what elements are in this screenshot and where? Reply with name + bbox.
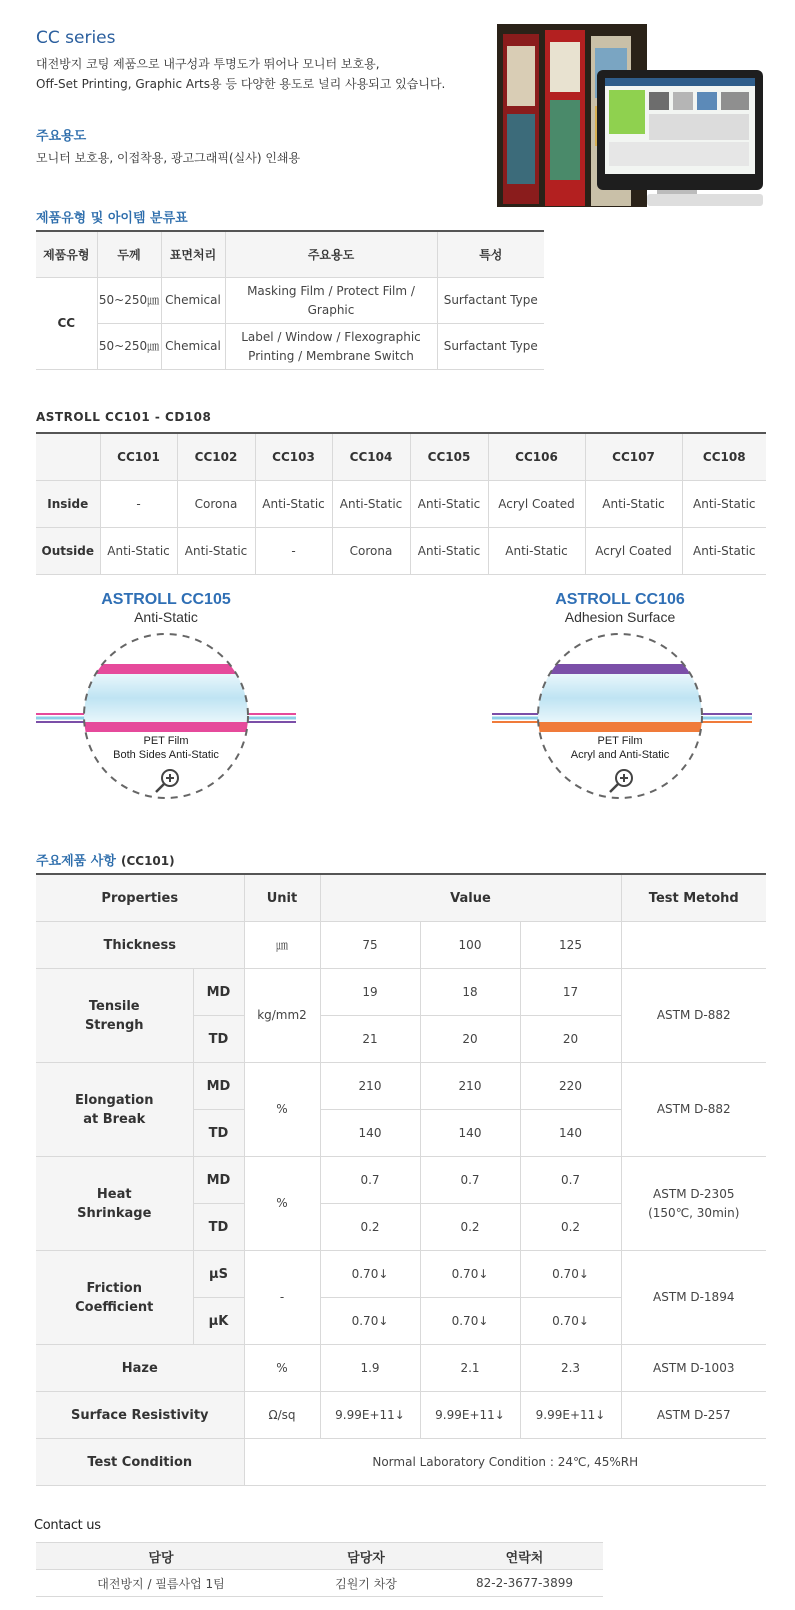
column-header: 담당자 [286, 1543, 446, 1570]
table-cell: Anti-Static [255, 481, 332, 528]
bottom-coating-layer [538, 722, 702, 732]
value-cell: 20 [420, 1016, 520, 1063]
property-label: Surface Resistivity [36, 1392, 244, 1439]
value-cell: 125 [520, 922, 621, 969]
property-label [36, 1063, 193, 1157]
value-cell: 19 [320, 969, 420, 1016]
value-cell: 9.99E+11↓ [520, 1392, 621, 1439]
sub-label: MD [193, 1157, 244, 1204]
value-cell: 210 [420, 1063, 520, 1110]
value-cell: 0.70↓ [520, 1298, 621, 1345]
method-cell: ASTM D-882 [621, 1063, 766, 1157]
property-label [36, 1157, 193, 1251]
contact-department: 대전방지 / 필름사업 1팀 [36, 1570, 286, 1597]
value-cell: 0.7 [320, 1157, 420, 1204]
value-cell: 100 [420, 922, 520, 969]
method-line: ASTM D-2305 [653, 1186, 735, 1201]
value-cell: 1.9 [320, 1345, 420, 1392]
property-label-line: Friction [86, 1280, 142, 1296]
contact-phone: 82-2-3677-3899 [446, 1570, 603, 1597]
table-cell: Anti-Static [488, 528, 585, 575]
classification-table [36, 230, 544, 370]
use-cell [225, 324, 437, 370]
column-header: 연락처 [446, 1543, 603, 1570]
table-header-row [36, 433, 766, 481]
diagram-label: Acryl and Anti-Static [570, 749, 670, 761]
sub-label: TD [193, 1016, 244, 1063]
column-header: CC102 [177, 433, 255, 481]
table-row [36, 969, 766, 1016]
diagram-cc106 [492, 591, 752, 798]
value-cell: 0.7 [420, 1157, 520, 1204]
table-cell: Anti-Static [410, 481, 488, 528]
top-coating-layer [538, 664, 702, 674]
table-row [36, 1063, 766, 1110]
method-cell: ASTM D-882 [621, 969, 766, 1063]
table-cell: Acryl Coated [488, 481, 585, 528]
column-header: Value [320, 874, 621, 922]
value-cell: 0.70↓ [420, 1251, 520, 1298]
diagram-label: PET Film [597, 735, 643, 747]
unit-cell: % [244, 1063, 320, 1157]
value-cell: 140 [320, 1110, 420, 1157]
sub-label: MD [193, 969, 244, 1016]
value-cell: 0.70↓ [420, 1298, 520, 1345]
specs-heading: 주요제품 사항 [36, 854, 116, 869]
description-line: Off-Set Printing, Graphic Arts용 등 다양한 용도로 널리 사용되고 있습니다. [36, 77, 446, 91]
astroll-heading: ASTROLL CC101 - CD108 [36, 410, 212, 424]
row-header: Outside [36, 528, 100, 575]
column-header: 제품유형 [36, 231, 97, 278]
specs-heading-suffix: (CC101) [120, 854, 175, 868]
sub-label: μS [193, 1251, 244, 1298]
value-cell: 2.3 [520, 1345, 621, 1392]
value-cell: 140 [520, 1110, 621, 1157]
table-row [36, 528, 766, 575]
zoom-icon[interactable] [156, 770, 178, 792]
property-label: Test Condition [36, 1439, 244, 1486]
sub-label: TD [193, 1110, 244, 1157]
table-row [36, 1251, 766, 1298]
value-cell: 21 [320, 1016, 420, 1063]
contact-table [36, 1542, 603, 1597]
feature-cell: Surfactant Type [437, 324, 544, 370]
sub-label: μK [193, 1298, 244, 1345]
sub-label: MD [193, 1063, 244, 1110]
value-cell: 0.70↓ [520, 1251, 621, 1298]
property-label-line: Tensile [88, 998, 140, 1014]
unit-cell: % [244, 1157, 320, 1251]
column-header: CC108 [682, 433, 766, 481]
table-row [36, 922, 766, 969]
thickness-cell: 50~250㎛ [97, 324, 161, 370]
property-label [36, 1251, 193, 1345]
value-cell: 0.2 [420, 1204, 520, 1251]
top-coating-layer [84, 664, 248, 674]
use-line: Graphic [307, 302, 355, 317]
table-cell: Corona [332, 528, 410, 575]
diagram-subtitle: Anti-Static [134, 609, 198, 625]
table-cell: Anti-Static [332, 481, 410, 528]
table-row [36, 1439, 766, 1486]
table-cell: Anti-Static [177, 528, 255, 575]
row-header: Inside [36, 481, 100, 528]
unit-cell: kg/mm2 [244, 969, 320, 1063]
value-cell: 0.7 [520, 1157, 621, 1204]
property-label-line: Heat [96, 1186, 132, 1202]
column-header: Test Metohd [621, 874, 766, 922]
table-row [36, 324, 544, 370]
value-cell: 9.99E+11↓ [320, 1392, 420, 1439]
thickness-cell: 50~250㎛ [97, 278, 161, 324]
condition-cell: Normal Laboratory Condition : 24℃, 45%RH [244, 1439, 766, 1486]
column-header: 담당 [36, 1543, 286, 1570]
table-row [36, 1157, 766, 1204]
value-cell: 140 [420, 1110, 520, 1157]
contact-heading: Contact us [34, 1518, 101, 1533]
unit-cell: % [244, 1345, 320, 1392]
sub-label: TD [193, 1204, 244, 1251]
column-header: 특성 [437, 231, 544, 278]
table-cell: Anti-Static [682, 481, 766, 528]
use-line: Masking Film / Protect Film / [247, 283, 415, 298]
property-label-line: at Break [83, 1111, 146, 1127]
table-header-row [36, 1543, 603, 1570]
column-header: 두께 [97, 231, 161, 278]
surface-cell: Chemical [161, 324, 225, 370]
zoom-icon[interactable] [610, 770, 632, 792]
film-diagrams [0, 588, 795, 810]
usage-heading: 주요용도 [36, 129, 87, 144]
surface-cell: Chemical [161, 278, 225, 324]
column-header: CC104 [332, 433, 410, 481]
column-header: Unit [244, 874, 320, 922]
table-cell: - [255, 528, 332, 575]
column-header: CC105 [410, 433, 488, 481]
use-line: Printing / Membrane Switch [248, 348, 414, 363]
table-cell: Anti-Static [410, 528, 488, 575]
property-label: Thickness [36, 922, 244, 969]
value-cell: 9.99E+11↓ [420, 1392, 520, 1439]
table-row [36, 481, 766, 528]
value-cell: 0.2 [320, 1204, 420, 1251]
usage-text: 모니터 보호용, 이접착용, 광고그래픽(실사) 인쇄용 [36, 151, 301, 165]
contact-person: 김원기 차장 [286, 1570, 446, 1597]
use-line: Label / Window / Flexographic [241, 329, 421, 344]
column-header [36, 433, 100, 481]
table-cell: Acryl Coated [585, 528, 682, 575]
bottom-coating-layer [84, 722, 248, 732]
column-header: CC107 [585, 433, 682, 481]
table-row [36, 1392, 766, 1439]
table-row [36, 278, 544, 324]
product-photo [497, 24, 763, 207]
page-description [36, 54, 445, 94]
unit-cell: - [244, 1251, 320, 1345]
table-cell: - [100, 481, 177, 528]
method-cell: ASTM D-1003 [621, 1345, 766, 1392]
unit-cell: Ω/sq [244, 1392, 320, 1439]
table-header-row [36, 231, 544, 278]
value-cell: 0.70↓ [320, 1251, 420, 1298]
table-cell: Anti-Static [100, 528, 177, 575]
value-cell: 18 [420, 969, 520, 1016]
property-label-line: Strengh [84, 1017, 144, 1033]
specs-table [36, 873, 766, 1486]
classification-heading: 제품유형 및 아이템 분류표 [36, 211, 188, 226]
diagram-title: ASTROLL CC105 [101, 591, 231, 608]
value-cell: 210 [320, 1063, 420, 1110]
value-cell: 220 [520, 1063, 621, 1110]
value-cell: 17 [520, 969, 621, 1016]
column-header: 주요용도 [225, 231, 437, 278]
property-label [36, 969, 193, 1063]
value-cell: 75 [320, 922, 420, 969]
value-cell: 20 [520, 1016, 621, 1063]
property-label-line: Coefficient [75, 1299, 154, 1315]
method-cell: ASTM D-257 [621, 1392, 766, 1439]
property-label: Haze [36, 1345, 244, 1392]
value-cell: 0.2 [520, 1204, 621, 1251]
method-line: (150℃, 30min) [648, 1205, 740, 1220]
method-cell [621, 1157, 766, 1251]
table-row [36, 1345, 766, 1392]
column-header: CC101 [100, 433, 177, 481]
column-header: CC106 [488, 433, 585, 481]
value-cell: 0.70↓ [320, 1298, 420, 1345]
astroll-table [36, 432, 766, 575]
value-cell: 2.1 [420, 1345, 520, 1392]
page-title: CC series [36, 28, 116, 48]
method-cell: ASTM D-1894 [621, 1251, 766, 1345]
diagram-subtitle: Adhesion Surface [564, 609, 676, 625]
table-header-row [36, 874, 766, 922]
feature-cell: Surfactant Type [437, 278, 544, 324]
table-cell: Anti-Static [682, 528, 766, 575]
table-row [36, 1570, 603, 1597]
table-cell: Corona [177, 481, 255, 528]
column-header: Properties [36, 874, 244, 922]
product-type-cell: CC [36, 278, 97, 370]
diagram-label: PET Film [143, 735, 189, 747]
unit-cell: ㎛ [244, 922, 320, 969]
column-header: CC103 [255, 433, 332, 481]
method-cell [621, 922, 766, 969]
description-line: 대전방지 코팅 제품으로 내구성과 투명도가 뛰어나 모니터 보호용, [36, 57, 380, 71]
diagram-title: ASTROLL CC106 [555, 591, 685, 608]
column-header: 표면처리 [161, 231, 225, 278]
diagram-cc105 [36, 591, 296, 798]
use-cell [225, 278, 437, 324]
property-label-line: Shrinkage [77, 1205, 152, 1221]
specs-heading-wrap [36, 850, 175, 869]
property-label-line: Elongation [75, 1092, 154, 1108]
table-cell: Anti-Static [585, 481, 682, 528]
diagram-label: Both Sides Anti-Static [113, 749, 219, 761]
